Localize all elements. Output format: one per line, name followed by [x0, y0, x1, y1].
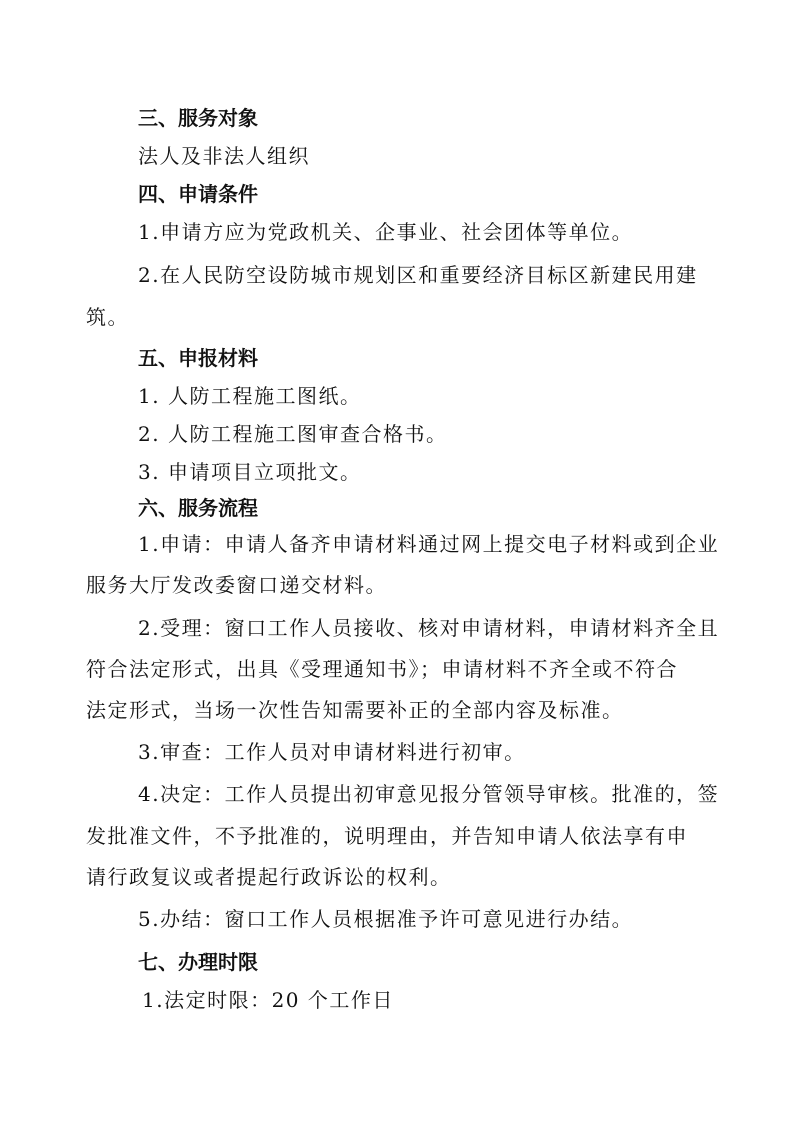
paragraph-line: 1.法定时限：20 个工作日: [142, 988, 394, 1012]
paragraph-line: 2. 人防工程施工图审查合格书。: [138, 422, 448, 446]
section-heading-process: 六、服务流程: [138, 496, 258, 520]
section-heading-materials: 五、申报材料: [138, 346, 258, 370]
paragraph-line: 法人及非法人组织: [138, 144, 310, 168]
paragraph-line: 符合法定形式，出具《受理通知书》；申请材料不齐全或不符合: [86, 657, 678, 681]
paragraph-line: 3.审查：工作人员对申请材料进行初审。: [138, 740, 526, 764]
paragraph-line: 2.受理：窗口工作人员接收、核对申请材料，申请材料齐全且: [138, 616, 720, 640]
paragraph-line: 1.申请：申请人备齐申请材料通过网上提交电子材料或到企业: [138, 532, 720, 556]
paragraph-line: 服务大厅发改委窗口递交材料。: [86, 573, 387, 597]
paragraph-line: 5.办结：窗口工作人员根据准予许可意见进行办结。: [138, 907, 634, 931]
section-heading-conditions: 四、申请条件: [138, 182, 258, 206]
paragraph-line: 法定形式，当场一次性告知需要补正的全部内容及标准。: [86, 698, 624, 722]
paragraph-line: 请行政复议或者提起行政诉讼的权利。: [86, 865, 452, 889]
paragraph-line: 1. 人防工程施工图纸。: [138, 384, 362, 408]
section-heading-service-target: 三、服务对象: [138, 106, 258, 130]
paragraph-line: 4.决定：工作人员提出初审意见报分管领导审核。批准的，签: [138, 782, 720, 806]
paragraph-line: 3. 申请项目立项批文。: [138, 460, 362, 484]
paragraph-line: 筑。: [86, 305, 129, 329]
paragraph-line: 发批准文件，不予批准的，说明理由，并告知申请人依法享有申: [86, 824, 688, 848]
paragraph-line: 1.申请方应为党政机关、企事业、社会团体等单位。: [138, 220, 634, 244]
paragraph-line: 2.在人民防空设防城市规划区和重要经济目标区新建民用建: [138, 263, 698, 287]
section-heading-time-limit: 七、办理时限: [138, 950, 258, 974]
